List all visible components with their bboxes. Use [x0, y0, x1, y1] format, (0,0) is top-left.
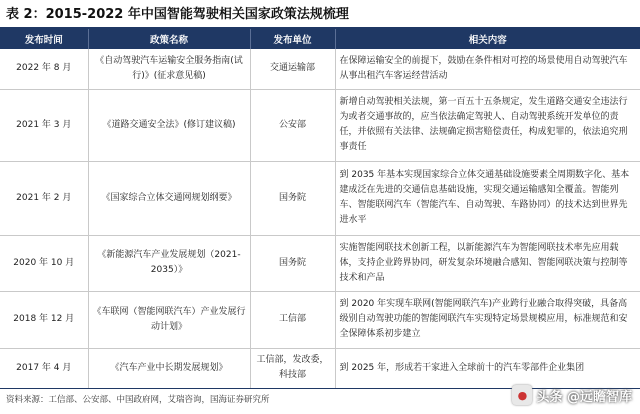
cell-unit: 公安部: [250, 89, 335, 161]
cell-name: 《道路交通安全法》(修订建议稿): [88, 89, 250, 161]
source-note: 资料来源：工信部、公安部、中国政府网，艾瑞咨询，国海证券研究所: [6, 395, 270, 405]
cell-unit: 交通运输部: [250, 49, 335, 89]
cell-unit: 国务院: [250, 235, 335, 291]
watermark: [512, 382, 632, 408]
cell-unit: 工信部: [250, 291, 335, 348]
header-content: 相关内容: [335, 29, 640, 49]
header-unit: 发布单位: [250, 29, 335, 49]
cell-content: 到 2020 年实现车联网(智能网联汽车)产业跨行业融合取得突破，具备高级别自动驾驶功能的智能网联汽车实现特定场景规模应用，标准规范和安全保障体系初步建立: [335, 291, 640, 348]
cell-date: 2021 年 3 月: [0, 89, 88, 161]
header-name: 政策名称: [88, 29, 250, 49]
cell-date: 2018 年 12 月: [0, 291, 88, 348]
cell-date: 2022 年 8 月: [0, 49, 88, 89]
table-title: 表 2：2015-2022 年中国智能驾驶相关国家政策法规梳理: [6, 7, 349, 22]
table-row: [0, 161, 640, 235]
logo-icon: ●: [512, 385, 532, 405]
cell-content: 新增自动驾驶相关法规，第一百五十五条规定，发生道路交通安全违法行为或者交通事故的，应当依法确定驾驶人、自动驾驶系统开发单位的责任，并依照有关法律、法规确定损害赔偿责任，构成犯罪的，依法追究刑事责任: [335, 89, 640, 161]
cell-date: 2021 年 2 月: [0, 161, 88, 235]
cell-date: 2017 年 4 月: [0, 348, 88, 388]
cell-content: 到 2025 年，形成若干家进入全球前十的汽车零部件企业集团: [335, 348, 640, 388]
table-row: [0, 49, 640, 89]
cell-date: 2020 年 10 月: [0, 235, 88, 291]
cell-name: 《汽车产业中长期发展规划》: [88, 348, 250, 388]
table-row: [0, 235, 640, 291]
cell-content: 到 2035 年基本实现国家综合立体交通基础设施要素全周期数字化、基本建成泛在先进的交通信息基础设施，实现交通运输感知全覆盖。智能列车、智能联网汽车（智能汽车、自动驾驶、车路协同）的技术达到世界先进水平: [335, 161, 640, 235]
cell-content: 实施智能网联技术创新工程，以新能源汽车为智能网联技术率先应用载体，支持企业跨界协同，研发复杂环境融合感知、智能网联决策与控制等技术和产品: [335, 235, 640, 291]
watermark-text: 头条 @远瞻智库: [536, 389, 632, 405]
cell-unit: 工信部，发改委，科技部: [250, 348, 335, 388]
cell-name: 《自动驾驶汽车运输安全服务指南(试行)》(征求意见稿): [88, 49, 250, 89]
cell-name: 《国家综合立体交通网规划纲要》: [88, 161, 250, 235]
cell-unit: 国务院: [250, 161, 335, 235]
table-row: [0, 291, 640, 348]
table-header-row: [0, 29, 640, 49]
cell-name: 《新能源汽车产业发展规划（2021-2035）》: [88, 235, 250, 291]
cell-content: 在保障运输安全的前提下，鼓励在条件相对可控的场景使用自动驾驶汽车从事出租汽车客运经营活动: [335, 49, 640, 89]
policy-table: [0, 29, 640, 389]
table-row: [0, 89, 640, 161]
cell-name: 《车联网（智能网联汽车）产业发展行动计划》: [88, 291, 250, 348]
header-date: 发布时间: [0, 29, 88, 49]
